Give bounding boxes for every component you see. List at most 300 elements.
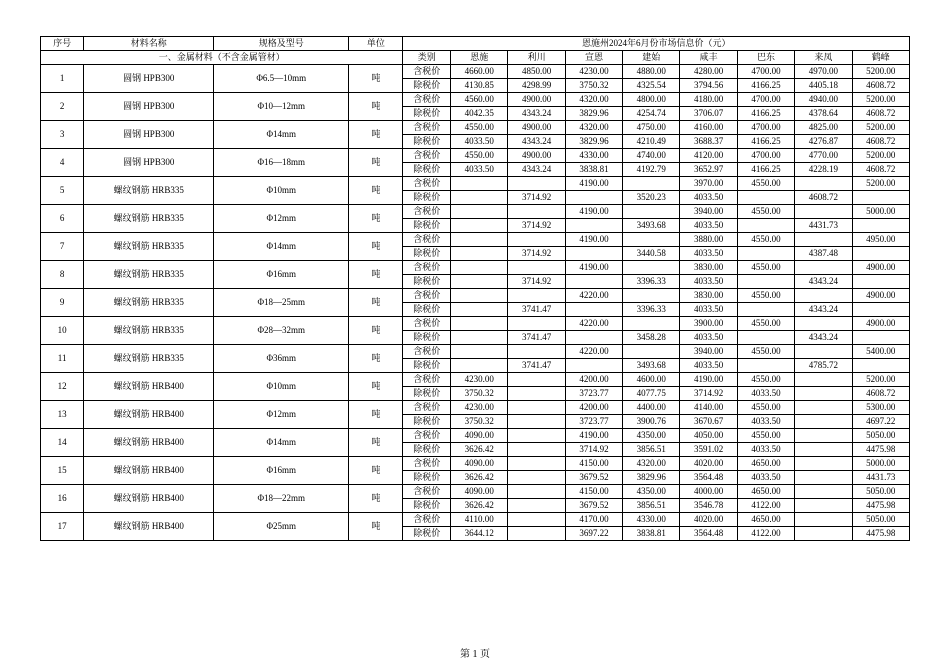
price-cell: 3688.37 [680, 135, 737, 149]
price-cell: 4320.00 [565, 93, 622, 107]
row-material-name: 圆钢 HPB300 [84, 121, 214, 149]
row-unit: 吨 [349, 149, 403, 177]
price-cell: 3652.97 [680, 163, 737, 177]
price-cell [737, 303, 794, 317]
row-kind-with-tax: 含税价 [403, 513, 451, 527]
price-cell: 4770.00 [795, 149, 852, 163]
price-cell: 4940.00 [795, 93, 852, 107]
row-index: 15 [41, 457, 84, 485]
row-kind-without-tax: 除税价 [403, 499, 451, 513]
price-cell [451, 247, 508, 261]
price-cell: 4320.00 [565, 121, 622, 135]
price-cell: 3714.92 [565, 443, 622, 457]
page-footer: 第 1 页 [460, 649, 490, 660]
price-cell [508, 527, 565, 541]
row-spec: Φ14mm [214, 121, 349, 149]
price-cell [565, 275, 622, 289]
price-cell [565, 303, 622, 317]
price-cell: 3940.00 [680, 345, 737, 359]
price-cell [508, 471, 565, 485]
price-cell: 4150.00 [565, 485, 622, 499]
price-cell: 3750.32 [451, 415, 508, 429]
price-cell: 4550.00 [737, 317, 794, 331]
price-cell: 4190.00 [565, 177, 622, 191]
row-material-name: 螺纹钢筋 HRB335 [84, 345, 214, 373]
price-cell: 3750.32 [451, 387, 508, 401]
row-index: 12 [41, 373, 84, 401]
row-index: 1 [41, 65, 84, 93]
table-row [41, 429, 910, 443]
price-cell [737, 331, 794, 345]
price-cell: 4660.00 [451, 65, 508, 79]
price-cell: 4166.25 [737, 163, 794, 177]
price-cell: 4033.50 [680, 331, 737, 345]
price-cell: 3723.77 [565, 387, 622, 401]
price-cell: 4033.50 [451, 163, 508, 177]
price-cell [451, 345, 508, 359]
header-city-3: 建始 [623, 51, 680, 65]
price-cell: 4550.00 [737, 205, 794, 219]
row-unit: 吨 [349, 401, 403, 429]
price-cell: 4550.00 [737, 233, 794, 247]
price-cell: 4431.73 [852, 471, 910, 485]
table-row [41, 121, 910, 135]
price-cell: 4550.00 [737, 401, 794, 415]
price-cell: 4033.50 [680, 303, 737, 317]
price-cell [852, 275, 910, 289]
row-kind-without-tax: 除税价 [403, 135, 451, 149]
price-cell [508, 457, 565, 471]
price-cell [795, 261, 852, 275]
price-cell: 4320.00 [623, 457, 680, 471]
price-cell [451, 219, 508, 233]
price-cell: 4343.24 [508, 163, 565, 177]
price-cell: 5400.00 [852, 345, 910, 359]
row-index: 7 [41, 233, 84, 261]
header-kind: 类别 [403, 51, 451, 65]
price-cell [795, 471, 852, 485]
price-cell [737, 247, 794, 261]
price-cell [451, 289, 508, 303]
price-cell: 4190.00 [565, 205, 622, 219]
price-cell: 3458.28 [623, 331, 680, 345]
price-cell: 4550.00 [737, 261, 794, 275]
price-cell: 3838.81 [623, 527, 680, 541]
row-material-name: 螺纹钢筋 HRB400 [84, 485, 214, 513]
price-cell: 5200.00 [852, 65, 910, 79]
price-cell: 4000.00 [680, 485, 737, 499]
row-kind-with-tax: 含税价 [403, 457, 451, 471]
price-cell: 4343.24 [508, 107, 565, 121]
price-cell: 4608.72 [852, 163, 910, 177]
row-kind-with-tax: 含税价 [403, 373, 451, 387]
price-cell: 4033.50 [737, 471, 794, 485]
row-spec: Φ16mm [214, 261, 349, 289]
row-kind-with-tax: 含税价 [403, 317, 451, 331]
price-cell: 4560.00 [451, 93, 508, 107]
price-cell: 3750.32 [565, 79, 622, 93]
price-cell: 4900.00 [852, 317, 910, 331]
price-cell [795, 233, 852, 247]
price-cell: 4298.99 [508, 79, 565, 93]
price-cell [565, 359, 622, 373]
price-cell: 4550.00 [737, 289, 794, 303]
row-index: 17 [41, 513, 84, 541]
price-cell: 4608.72 [795, 191, 852, 205]
row-kind-without-tax: 除税价 [403, 275, 451, 289]
price-cell: 3856.51 [623, 443, 680, 457]
price-cell: 4254.74 [623, 107, 680, 121]
price-cell [451, 303, 508, 317]
price-cell: 4166.25 [737, 107, 794, 121]
price-cell: 5050.00 [852, 485, 910, 499]
price-cell [795, 415, 852, 429]
price-cell: 4650.00 [737, 513, 794, 527]
price-cell: 3396.33 [623, 275, 680, 289]
price-cell: 4750.00 [623, 121, 680, 135]
row-index: 6 [41, 205, 84, 233]
price-cell: 4700.00 [737, 93, 794, 107]
price-cell [852, 359, 910, 373]
table-row [41, 457, 910, 471]
price-cell: 3396.33 [623, 303, 680, 317]
price-cell: 3900.00 [680, 317, 737, 331]
row-unit: 吨 [349, 513, 403, 541]
price-cell: 3644.12 [451, 527, 508, 541]
table-row [41, 513, 910, 527]
price-cell: 3723.77 [565, 415, 622, 429]
row-spec: Φ36mm [214, 345, 349, 373]
price-cell: 4220.00 [565, 317, 622, 331]
table-row [41, 289, 910, 303]
price-cell [737, 219, 794, 233]
price-cell: 4110.00 [451, 513, 508, 527]
price-cell: 3714.92 [508, 219, 565, 233]
table-row [41, 261, 910, 275]
price-cell [508, 443, 565, 457]
row-material-name: 螺纹钢筋 HRB335 [84, 261, 214, 289]
price-cell: 3626.42 [451, 499, 508, 513]
row-unit: 吨 [349, 65, 403, 93]
row-kind-without-tax: 除税价 [403, 163, 451, 177]
row-index: 5 [41, 177, 84, 205]
price-cell: 3741.47 [508, 359, 565, 373]
row-index: 11 [41, 345, 84, 373]
price-cell [795, 457, 852, 471]
price-cell: 4190.00 [565, 429, 622, 443]
price-cell [623, 205, 680, 219]
price-cell: 4033.50 [680, 219, 737, 233]
price-cell: 4343.24 [795, 331, 852, 345]
price-cell: 5050.00 [852, 429, 910, 443]
price-cell: 4970.00 [795, 65, 852, 79]
price-cell: 4033.50 [737, 415, 794, 429]
row-kind-with-tax: 含税价 [403, 65, 451, 79]
price-cell [508, 499, 565, 513]
price-cell: 4825.00 [795, 121, 852, 135]
price-cell: 3714.92 [680, 387, 737, 401]
row-kind-with-tax: 含税价 [403, 429, 451, 443]
price-cell: 3697.22 [565, 527, 622, 541]
row-kind-with-tax: 含税价 [403, 289, 451, 303]
price-cell [508, 345, 565, 359]
price-cell: 4475.98 [852, 499, 910, 513]
price-cell [508, 177, 565, 191]
price-cell [508, 317, 565, 331]
price-cell: 4166.25 [737, 135, 794, 149]
row-index: 9 [41, 289, 84, 317]
price-cell: 4220.00 [565, 289, 622, 303]
price-cell: 4033.50 [680, 247, 737, 261]
table-row [41, 317, 910, 331]
price-cell: 4650.00 [737, 485, 794, 499]
price-cell: 3830.00 [680, 289, 737, 303]
row-material-name: 螺纹钢筋 HRB400 [84, 513, 214, 541]
header-unit: 单位 [349, 37, 403, 51]
price-cell: 3520.23 [623, 191, 680, 205]
price-cell: 4608.72 [852, 107, 910, 121]
price-cell: 4190.00 [565, 261, 622, 275]
price-cell: 4350.00 [623, 485, 680, 499]
table-header-row [41, 37, 910, 51]
price-cell: 4697.22 [852, 415, 910, 429]
price-cell: 4090.00 [451, 457, 508, 471]
price-cell: 3829.96 [565, 135, 622, 149]
price-cell [508, 373, 565, 387]
row-kind-with-tax: 含税价 [403, 205, 451, 219]
price-cell: 4378.64 [795, 107, 852, 121]
table-row [41, 373, 910, 387]
row-kind-without-tax: 除税价 [403, 219, 451, 233]
price-cell: 3856.51 [623, 499, 680, 513]
price-cell [508, 485, 565, 499]
price-cell: 4042.35 [451, 107, 508, 121]
price-cell [565, 331, 622, 345]
price-cell: 4200.00 [565, 373, 622, 387]
price-cell: 5000.00 [852, 457, 910, 471]
price-cell: 4700.00 [737, 65, 794, 79]
price-cell: 4050.00 [680, 429, 737, 443]
price-cell: 4230.00 [451, 373, 508, 387]
row-index: 2 [41, 93, 84, 121]
price-cell [623, 233, 680, 247]
price-cell [565, 191, 622, 205]
price-cell [795, 443, 852, 457]
price-cell [508, 289, 565, 303]
row-spec: Φ6.5—10mm [214, 65, 349, 93]
price-cell [795, 401, 852, 415]
price-cell [795, 177, 852, 191]
header-city-5: 巴东 [737, 51, 794, 65]
price-cell: 5200.00 [852, 149, 910, 163]
price-cell: 4330.00 [623, 513, 680, 527]
row-unit: 吨 [349, 121, 403, 149]
price-cell: 4077.75 [623, 387, 680, 401]
price-cell: 3838.81 [565, 163, 622, 177]
row-unit: 吨 [349, 93, 403, 121]
price-cell: 4400.00 [623, 401, 680, 415]
price-cell [451, 191, 508, 205]
row-spec: Φ16—18mm [214, 149, 349, 177]
price-cell: 3679.52 [565, 471, 622, 485]
header-city-6: 来凤 [795, 51, 852, 65]
table-row [41, 93, 910, 107]
price-cell: 4190.00 [680, 373, 737, 387]
price-cell: 3741.47 [508, 331, 565, 345]
row-kind-without-tax: 除税价 [403, 303, 451, 317]
price-cell: 4785.72 [795, 359, 852, 373]
table-row [41, 65, 910, 79]
row-material-name: 螺纹钢筋 HRB400 [84, 373, 214, 401]
price-cell [451, 331, 508, 345]
row-unit: 吨 [349, 429, 403, 457]
price-cell: 4740.00 [623, 149, 680, 163]
price-cell [795, 205, 852, 219]
row-material-name: 螺纹钢筋 HRB335 [84, 233, 214, 261]
price-cell [623, 289, 680, 303]
price-cell: 5000.00 [852, 205, 910, 219]
row-kind-with-tax: 含税价 [403, 149, 451, 163]
price-cell: 3829.96 [623, 471, 680, 485]
price-cell: 3493.68 [623, 359, 680, 373]
row-material-name: 螺纹钢筋 HRB335 [84, 205, 214, 233]
price-cell [508, 261, 565, 275]
price-cell: 4608.72 [852, 387, 910, 401]
row-index: 3 [41, 121, 84, 149]
price-cell: 3829.96 [565, 107, 622, 121]
price-cell: 3564.48 [680, 471, 737, 485]
row-index: 10 [41, 317, 84, 345]
price-cell: 4033.50 [680, 359, 737, 373]
price-cell: 4130.85 [451, 79, 508, 93]
row-spec: Φ12mm [214, 205, 349, 233]
row-kind-without-tax: 除税价 [403, 107, 451, 121]
row-kind-without-tax: 除税价 [403, 359, 451, 373]
price-cell [795, 387, 852, 401]
price-cell: 4405.18 [795, 79, 852, 93]
price-cell: 4550.00 [737, 177, 794, 191]
price-cell [795, 527, 852, 541]
price-cell [623, 345, 680, 359]
row-unit: 吨 [349, 177, 403, 205]
price-cell: 3880.00 [680, 233, 737, 247]
price-cell: 4150.00 [565, 457, 622, 471]
price-cell: 4950.00 [852, 233, 910, 247]
row-material-name: 螺纹钢筋 HRB400 [84, 429, 214, 457]
price-cell: 4330.00 [565, 149, 622, 163]
row-spec: Φ25mm [214, 513, 349, 541]
row-spec: Φ18—22mm [214, 485, 349, 513]
price-cell: 4550.00 [737, 345, 794, 359]
row-kind-without-tax: 除税价 [403, 471, 451, 485]
section-title: 一、金属材料（不含金属管材） [41, 51, 403, 65]
price-cell: 4090.00 [451, 429, 508, 443]
price-cell: 4900.00 [508, 93, 565, 107]
row-kind-without-tax: 除税价 [403, 191, 451, 205]
price-cell: 5200.00 [852, 93, 910, 107]
price-cell: 4550.00 [451, 149, 508, 163]
price-cell: 4850.00 [508, 65, 565, 79]
price-cell: 3679.52 [565, 499, 622, 513]
price-cell: 3546.78 [680, 499, 737, 513]
price-cell: 4190.00 [565, 233, 622, 247]
price-cell: 3670.67 [680, 415, 737, 429]
price-cell: 4880.00 [623, 65, 680, 79]
table-row [41, 233, 910, 247]
price-cell: 4228.19 [795, 163, 852, 177]
price-cell: 4343.24 [795, 303, 852, 317]
price-cell [508, 415, 565, 429]
row-spec: Φ10—12mm [214, 93, 349, 121]
table-row [41, 149, 910, 163]
row-kind-with-tax: 含税价 [403, 93, 451, 107]
row-material-name: 螺纹钢筋 HRB335 [84, 177, 214, 205]
price-cell: 4325.54 [623, 79, 680, 93]
price-cell: 5200.00 [852, 121, 910, 135]
price-cell: 4200.00 [565, 401, 622, 415]
price-cell: 4350.00 [623, 429, 680, 443]
price-cell [795, 429, 852, 443]
price-cell: 4475.98 [852, 443, 910, 457]
header-city-4: 咸丰 [680, 51, 737, 65]
price-cell: 3970.00 [680, 177, 737, 191]
table-row [41, 345, 910, 359]
price-cell [451, 205, 508, 219]
row-kind-without-tax: 除税价 [403, 443, 451, 457]
price-cell: 5300.00 [852, 401, 910, 415]
price-cell [737, 359, 794, 373]
price-cell: 4033.50 [680, 275, 737, 289]
row-kind-with-tax: 含税价 [403, 261, 451, 275]
row-unit: 吨 [349, 457, 403, 485]
price-cell [795, 289, 852, 303]
header-index: 序号 [41, 37, 84, 51]
row-unit: 吨 [349, 345, 403, 373]
row-unit: 吨 [349, 261, 403, 289]
price-cell: 4230.00 [565, 65, 622, 79]
price-cell [508, 387, 565, 401]
price-cell [795, 373, 852, 387]
row-material-name: 圆钢 HPB300 [84, 65, 214, 93]
price-cell: 4276.87 [795, 135, 852, 149]
price-cell: 3706.07 [680, 107, 737, 121]
price-cell: 4020.00 [680, 513, 737, 527]
row-kind-without-tax: 除税价 [403, 527, 451, 541]
price-cell: 4033.50 [737, 443, 794, 457]
row-index: 14 [41, 429, 84, 457]
price-cell: 3714.92 [508, 247, 565, 261]
price-cell: 5200.00 [852, 177, 910, 191]
row-spec: Φ16mm [214, 457, 349, 485]
price-cell [852, 303, 910, 317]
price-cell: 4180.00 [680, 93, 737, 107]
price-cell [852, 191, 910, 205]
price-cell: 5200.00 [852, 373, 910, 387]
price-cell [852, 331, 910, 345]
price-cell: 4280.00 [680, 65, 737, 79]
row-kind-without-tax: 除税价 [403, 79, 451, 93]
price-cell: 3794.56 [680, 79, 737, 93]
row-kind-with-tax: 含税价 [403, 485, 451, 499]
price-cell: 4122.00 [737, 527, 794, 541]
price-cell: 4020.00 [680, 457, 737, 471]
header-city-1: 利川 [508, 51, 565, 65]
row-kind-without-tax: 除税价 [403, 387, 451, 401]
price-cell: 3830.00 [680, 261, 737, 275]
price-cell: 3940.00 [680, 205, 737, 219]
price-cell: 4120.00 [680, 149, 737, 163]
row-spec: Φ28—32mm [214, 317, 349, 345]
